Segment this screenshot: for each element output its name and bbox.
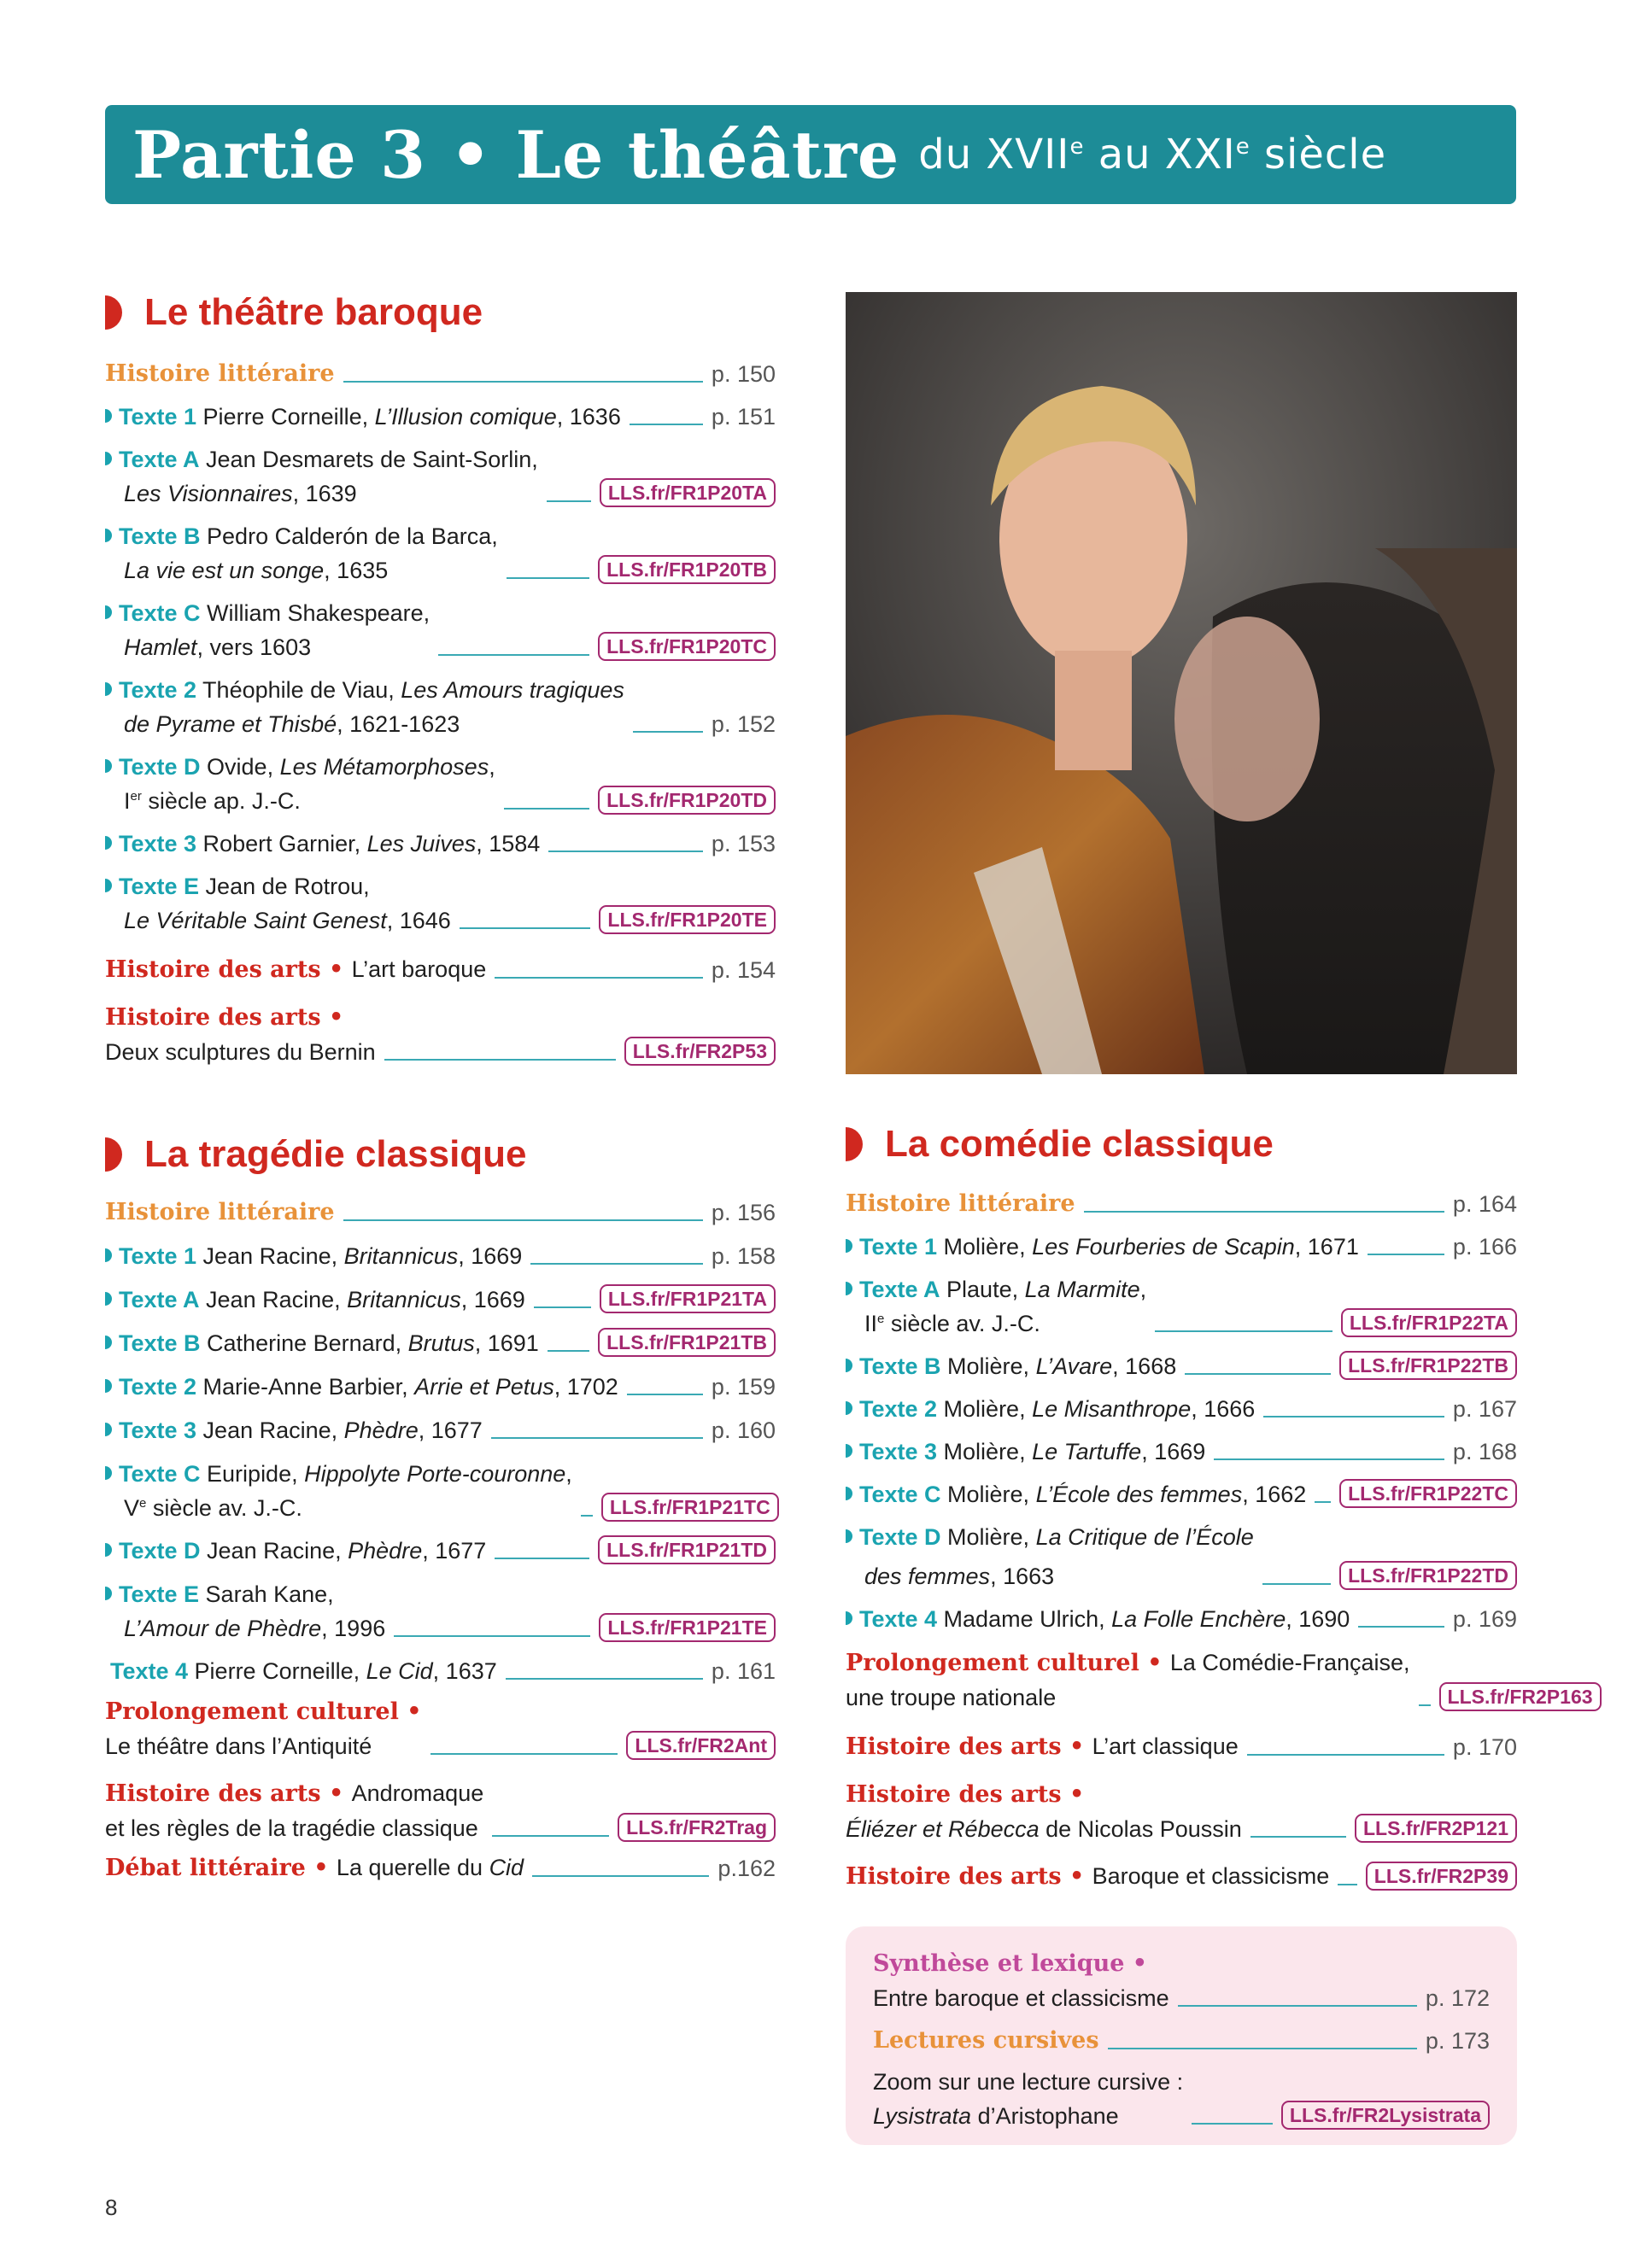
bullet-icon: [105, 879, 112, 892]
online-link[interactable]: LLS.fr/FR2P163: [1439, 1682, 1602, 1711]
online-link[interactable]: LLS.fr/FR2P53: [624, 1037, 776, 1066]
toc-entry[interactable]: Texte E Jean de Rotrou, Le Véritable Saint Genest, 1646 LLS.fr/FR1P20TE: [105, 869, 776, 938]
toc-entry[interactable]: Texte D Molière, La Critique de l’École des femmes, 1663 LLS.fr/FR1P22TD: [846, 1520, 1517, 1593]
toc-entry[interactable]: Texte 2 Marie-Anne Barbier, Arrie et Petus, 1702 p. 159: [105, 1370, 776, 1404]
bullet-icon: [105, 1587, 112, 1600]
toc-entry[interactable]: Texte B Pedro Calderón de la Barca, La vie est un songe, 1635 LLS.fr/FR1P20TB: [105, 519, 776, 587]
bullet-icon: [105, 1543, 112, 1557]
bullet-icon: [105, 452, 112, 465]
online-link[interactable]: LLS.fr/FR1P22TB: [1339, 1351, 1517, 1380]
online-link[interactable]: LLS.fr/FR1P21TB: [598, 1328, 776, 1357]
online-link[interactable]: LLS.fr/FR1P21TC: [601, 1493, 779, 1522]
toc-entry[interactable]: Prolongement culturel • Le théâtre dans l’Antiquité LLS.fr/FR2Ant: [105, 1695, 776, 1763]
toc-entry[interactable]: Histoire littéraire p. 164: [846, 1190, 1517, 1217]
section-heading-comedie: La comédie classique: [846, 1117, 1274, 1172]
toc-entry[interactable]: Texte B Molière, L’Avare, 1668 LLS.fr/FR1P22TB: [846, 1349, 1517, 1383]
toc-entry[interactable]: Texte 4 Pierre Corneille, Le Cid, 1637 p. 161: [110, 1658, 776, 1684]
toc-entry[interactable]: Texte 1 Jean Racine, Britannicus, 1669 p. 158: [105, 1239, 776, 1273]
toc-entry[interactable]: Texte 1 Molière, Les Fourberies de Scapin, 1671 p. 166: [846, 1230, 1517, 1264]
actors-embrace-image: [846, 292, 1517, 1074]
toc-entry[interactable]: Texte C William Shakespeare, Hamlet, vers 1603 LLS.fr/FR1P20TC: [105, 596, 776, 664]
section-heading-baroque: Le théâtre baroque: [105, 285, 483, 340]
part-subtitle: du XVIIe au XXIe siècle: [918, 131, 1387, 178]
toc-entry[interactable]: Synthèse et lexique • Entre baroque et classicisme p. 172: [873, 1950, 1490, 2011]
bullet-icon: [105, 409, 112, 423]
online-link[interactable]: LLS.fr/FR2Trag: [618, 1813, 776, 1842]
toc-entry[interactable]: Zoom sur une lecture cursive : Lysistrata d’Aristophane LLS.fr/FR2Lysistrata: [873, 2065, 1490, 2133]
online-link[interactable]: LLS.fr/FR1P22TA: [1341, 1308, 1517, 1337]
toc-entry[interactable]: Texte D Ovide, Les Métamorphoses, Ier siècle ap. J.-C. LLS.fr/FR1P20TD: [105, 750, 776, 818]
bullet-icon: [105, 836, 112, 850]
part-title: Partie 3 • Le théâtre: [132, 116, 900, 193]
bullet-icon: [105, 1336, 112, 1349]
online-link[interactable]: LLS.fr/FR2Ant: [626, 1731, 776, 1760]
online-link[interactable]: LLS.fr/FR1P22TD: [1339, 1561, 1517, 1590]
bullet-icon: [105, 1379, 112, 1393]
bullet-icon: [105, 682, 112, 696]
bullet-icon: [105, 1423, 112, 1436]
toc-entry[interactable]: Texte 1 Pierre Corneille, L’Illusion comique, 1636 p. 151: [105, 400, 776, 434]
toc-entry[interactable]: Lectures cursives p. 173: [873, 2027, 1490, 2054]
bullet-icon: [105, 1466, 112, 1480]
toc-entry[interactable]: Texte E Sarah Kane, L’Amour de Phèdre, 1996 LLS.fr/FR1P21TE: [105, 1577, 776, 1645]
toc-entry[interactable]: Texte 2 Molière, Le Misanthrope, 1666 p. 167: [846, 1392, 1517, 1426]
toc-entry[interactable]: Texte C Euripide, Hippolyte Porte-couronne, Ve siècle av. J.-C. LLS.fr/FR1P21TC: [105, 1457, 776, 1525]
bullet-icon: [105, 1248, 112, 1262]
online-link[interactable]: LLS.fr/FR1P20TB: [598, 555, 776, 584]
bullet-icon: [846, 1239, 852, 1253]
toc-entry[interactable]: Histoire littéraire p. 156: [105, 1199, 776, 1225]
bullet-icon: [105, 759, 112, 773]
toc-entry[interactable]: Texte 3 Molière, Le Tartuffe, 1669 p. 168: [846, 1435, 1517, 1469]
page-number: 8: [105, 2195, 118, 2220]
online-link[interactable]: LLS.fr/FR2Lysistrata: [1281, 2101, 1490, 2130]
toc-entry[interactable]: Histoire des arts • Andromaque et les règles de la tragédie classique LLS.fr/FR2Trag: [105, 1777, 776, 1845]
toc-entry[interactable]: Texte 4 Madame Ulrich, La Folle Enchère, 1690 p. 169: [846, 1602, 1517, 1636]
toc-entry[interactable]: Texte 2 Théophile de Viau, Les Amours tragiques de Pyrame et Thisbé, 1621-1623 p. 152: [105, 673, 776, 741]
online-link[interactable]: LLS.fr/FR1P21TD: [598, 1535, 776, 1564]
online-link[interactable]: LLS.fr/FR1P20TC: [598, 632, 776, 661]
online-link[interactable]: LLS.fr/FR1P20TE: [599, 905, 776, 934]
toc-entry[interactable]: Texte D Jean Racine, Phèdre, 1677 LLS.fr/FR1P21TD: [105, 1534, 776, 1568]
toc-entry[interactable]: Histoire des arts • Éliézer et Rébecca de Nicolas Poussin LLS.fr/FR2P121: [846, 1778, 1517, 1846]
toc-entry[interactable]: Texte 3 Robert Garnier, Les Juives, 1584 p. 153: [105, 827, 776, 861]
bullet-icon: [105, 529, 112, 542]
toc-entry[interactable]: Texte B Catherine Bernard, Brutus, 1691 LLS.fr/FR1P21TB: [105, 1326, 776, 1360]
online-link[interactable]: LLS.fr/FR1P21TA: [600, 1284, 776, 1313]
online-link[interactable]: LLS.fr/FR1P21TE: [599, 1613, 776, 1642]
bullet-icon: [846, 1487, 852, 1500]
toc-entry[interactable]: Histoire des arts • Deux sculptures du Bernin LLS.fr/FR2P53: [105, 1001, 776, 1069]
bullet-icon: [846, 1611, 852, 1625]
section-marker-icon: [105, 1137, 122, 1172]
toc-entry[interactable]: Texte A Jean Desmarets de Saint-Sorlin, Les Visionnaires, 1639 LLS.fr/FR1P20TA: [105, 442, 776, 511]
bullet-icon: [105, 1292, 112, 1306]
toc-entry[interactable]: Texte 3 Jean Racine, Phèdre, 1677 p. 160: [105, 1413, 776, 1447]
bullet-icon: [846, 1444, 852, 1458]
toc-entry[interactable]: Prolongement culturel • La Comédie-Française, une troupe nationale LLS.fr/FR2P163: [846, 1646, 1517, 1715]
online-link[interactable]: LLS.fr/FR1P22TC: [1339, 1479, 1517, 1508]
section-marker-icon: [105, 295, 122, 330]
section-marker-icon: [846, 1127, 863, 1161]
theatre-photo: [846, 292, 1517, 1074]
bullet-icon: [846, 1529, 852, 1543]
toc-entry[interactable]: Histoire des arts • L’art baroque p. 154: [105, 956, 776, 983]
toc-entry[interactable]: Histoire des arts • L’art classique p. 170: [846, 1733, 1517, 1760]
bullet-icon: [846, 1282, 852, 1295]
toc-entry[interactable]: Texte C Molière, L’École des femmes, 1662 LLS.fr/FR1P22TC: [846, 1477, 1517, 1511]
section-heading-tragedie: La tragédie classique: [105, 1127, 527, 1182]
online-link[interactable]: LLS.fr/FR1P20TA: [600, 478, 776, 507]
bullet-icon: [846, 1359, 852, 1372]
bullet-icon: [846, 1401, 852, 1415]
bullet-icon: [105, 605, 112, 619]
part-title-banner: [105, 105, 1516, 204]
toc-entry[interactable]: Histoire des arts • Baroque et classicisme LLS.fr/FR2P39: [846, 1860, 1517, 1894]
online-link[interactable]: LLS.fr/FR2P121: [1355, 1814, 1517, 1843]
toc-entry[interactable]: Texte A Jean Racine, Britannicus, 1669 LLS.fr/FR1P21TA: [105, 1283, 776, 1317]
toc-entry[interactable]: Débat littéraire • La querelle du Cid p.162: [105, 1855, 776, 1881]
toc-entry[interactable]: Texte A Plaute, La Marmite, IIe siècle av. J.-C. LLS.fr/FR1P22TA: [846, 1272, 1517, 1341]
online-link[interactable]: LLS.fr/FR1P20TD: [598, 786, 776, 815]
toc-entry[interactable]: Histoire littéraire p. 150: [105, 360, 776, 387]
online-link[interactable]: LLS.fr/FR2P39: [1366, 1862, 1517, 1891]
